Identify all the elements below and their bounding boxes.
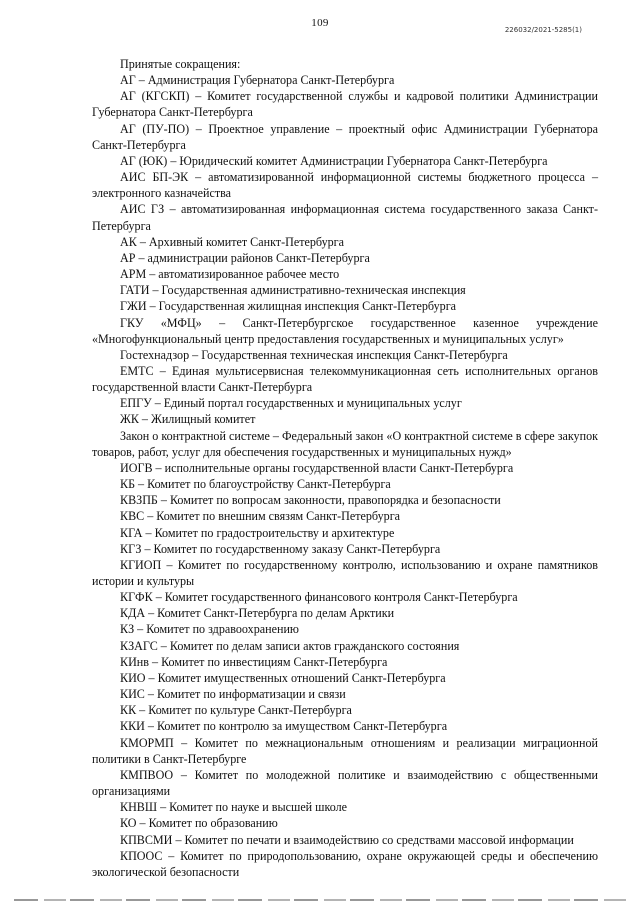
abbreviation-entry: АГ – Администрация Губернатора Санкт-Петербурга [120,73,395,88]
abbreviation-entry: Гостехнадзор – Государственная техническая инспекция Санкт-Петербурга [120,347,508,362]
abbreviation-entry: АР – администрации районов Санкт-Петербурга [120,250,370,265]
abbreviation-entry: ГЖИ – Государственная жилищная инспекция Санкт-Петербурга [120,299,457,314]
abbreviation-entry: АИС БП-ЭК – автоматизированной информационной системы бюджетного процесса – электронного казначейства [92,170,598,201]
abbreviation-entry: КГФК – Комитет государственного финансового контроля Санкт-Петербурга [120,590,518,605]
abbreviation-entry: АК – Архивный комитет Санкт-Петербурга [120,234,345,249]
abbreviation-entry: ГКУ «МФЦ» – Санкт-Петербургское государственное казенное учреждение «Многофункциональный центр предоставления государственных и муниципальных услуг» [92,315,598,346]
abbreviation-entry: ЖК – Жилищный комитет [120,412,256,427]
abbreviation-entry: Закон о контрактной системе – Федеральный закон «О контрактной системе в сфере закупок товаров, работ, услуг для обеспечения государственных и муниципальных нужд» [92,428,598,459]
abbreviation-entry: ЕМТС – Единая мультисервисная телекоммуникационная сеть исполнительных органов государственной власти Санкт-Петербурга [92,363,598,395]
abbreviation-entry: ККИ – Комитет по контролю за имуществом Санкт-Петербурга [120,719,448,734]
abbreviation-entry: КНВШ – Комитет по науке и высшей школе [120,800,348,815]
abbreviation-entry: КИО – Комитет имущественных отношений Санкт-Петербурга [120,670,446,685]
abbreviation-entry: КИС – Комитет по информатизации и связи [120,687,346,702]
abbreviation-entry: КПВСМИ – Комитет по печати и взаимодействию со средствами массовой информации [120,832,574,847]
abbreviation-entry: ИОГВ – исполнительные органы государственной власти Санкт-Петербурга [120,460,514,475]
abbreviation-entry: КЗАГС – Комитет по делам записи актов гражданского состояния [120,638,460,653]
abbreviation-entry: КО – Комитет по образованию [120,816,278,831]
abbreviation-entry: КИнв – Комитет по инвестициям Санкт-Петербурга [120,654,388,669]
abbreviation-entry: КМОРМП – Комитет по межнациональным отношениям и реализации миграционной политики в Санкт-Петербурге [92,735,598,766]
document-code: 226032/2021-5285(1) [504,26,582,34]
abbreviation-entry: КВС – Комитет по внешним связям Санкт-Петербурга [120,509,401,524]
scan-edge-artifact [14,899,626,901]
abbreviation-entry: КБ – Комитет по благоустройству Санкт-Петербурга [120,477,391,492]
abbreviation-entry: КГЗ – Комитет по государственному заказу Санкт-Петербурга [120,541,441,556]
abbreviation-entry: КДА – Комитет Санкт-Петербурга по делам Арктики [120,606,395,621]
abbreviation-entry: КПООС – Комитет по природопользованию, охране окружающей среды и обеспечению экологической безопасности [92,848,598,879]
abbreviation-entry: АРМ – автоматизированное рабочее место [120,267,340,282]
abbreviation-entry: АИС ГЗ – автоматизированная информационная система государственного заказа Санкт-Петербурга [92,202,598,233]
abbreviation-entry: АГ (КГСКП) – Комитет государственной службы и кадровой политики Администрации Губернатора Санкт-Петербурга [92,89,598,120]
abbreviation-entry: КМПВОО – Комитет по молодежной политике и взаимодействию с общественными организациями [92,767,598,799]
abbreviation-entry: КГА – Комитет по градостроительству и архитектуре [120,525,395,540]
abbreviation-entry: КЗ – Комитет по здравоохранению [120,622,299,637]
abbreviation-entry: АГ (ПУ-ПО) – Проектное управление – проектный офис Администрации Губернатора Санкт-Петербурга [92,121,598,152]
abbreviation-entry: ЕПГУ – Единый портал государственных и муниципальных услуг [120,396,462,411]
abbreviation-entry: КК – Комитет по культуре Санкт-Петербурга [120,703,352,718]
abbreviation-entry: АГ (ЮК) – Юридический комитет Администрации Губернатора Санкт-Петербурга [120,153,548,168]
abbreviation-entry: КГИОП – Комитет по государственному контролю, использованию и охране памятников истории и культуры [92,557,598,588]
page-number: 109 [311,17,329,29]
abbreviation-entry: ГАТИ – Государственная административно-техническая инспекция [120,283,466,298]
abbreviation-entry: КВЗПБ – Комитет по вопросам законности, правопорядка и безопасности [120,493,501,508]
abbreviations-list [92,56,598,880]
list-heading: Принятые сокращения: [120,57,241,71]
